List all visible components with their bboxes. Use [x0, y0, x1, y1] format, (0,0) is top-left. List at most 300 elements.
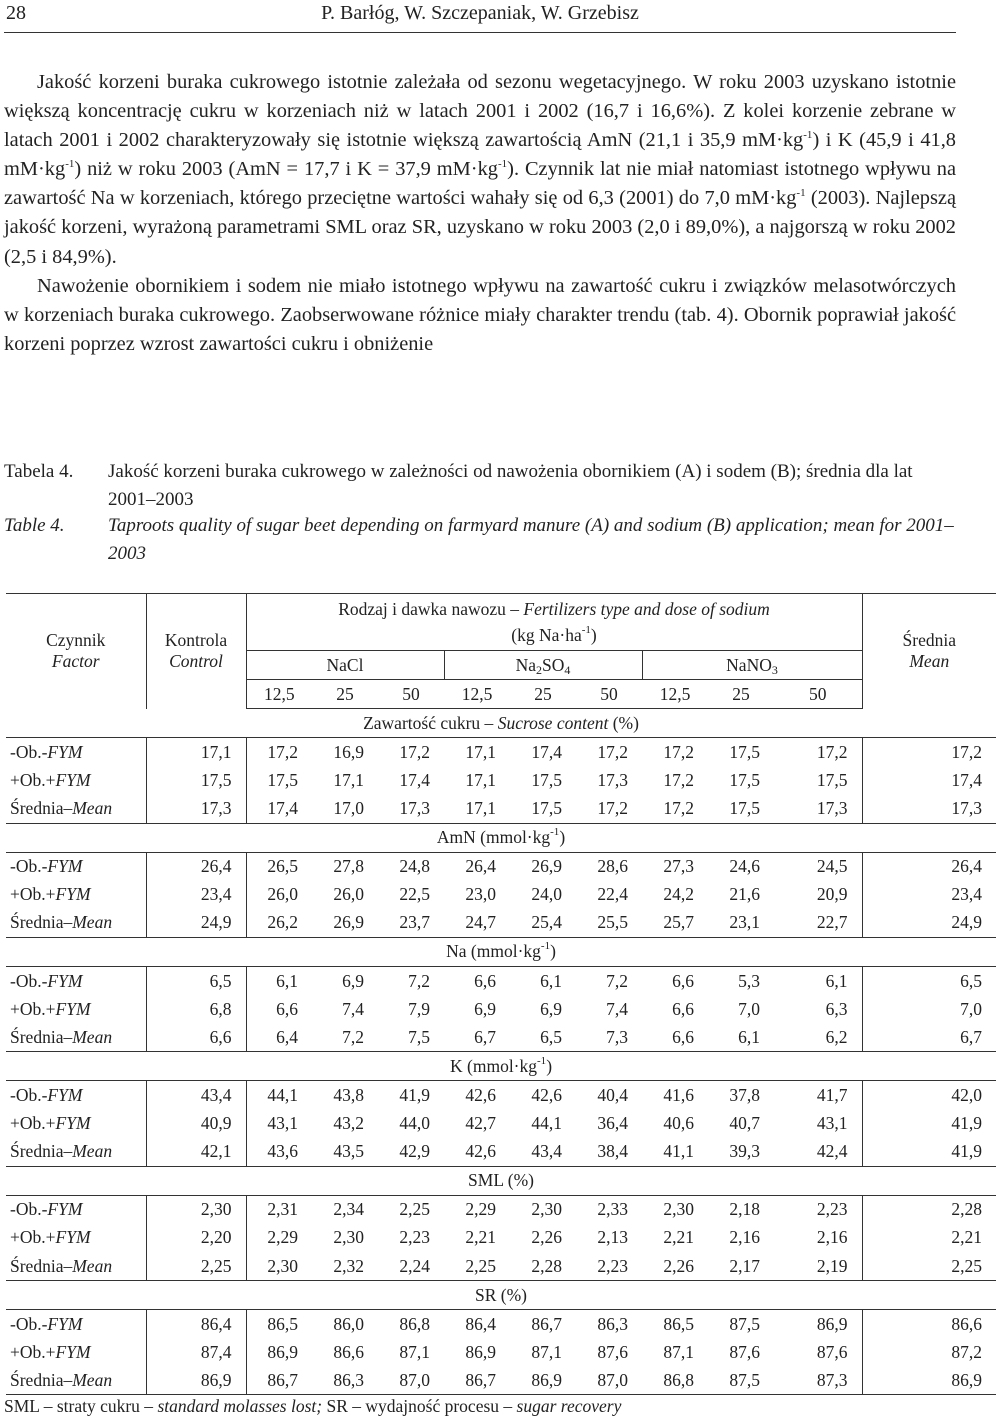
cell-value: 6,9 [342, 970, 364, 991]
section-title-unit: ) [559, 827, 566, 848]
cell-value: 7,2 [312, 1023, 378, 1052]
cell-value: 87,1 [663, 1341, 694, 1362]
cell-value: 6,6 [672, 970, 694, 991]
cell-value: 2,24 [378, 1252, 444, 1281]
section-title [6, 709, 996, 738]
row-factor-pl: +Ob.+ [10, 769, 56, 790]
cell-value: 27,3 [663, 856, 694, 877]
cell-value: 7,0 [738, 998, 760, 1019]
section-header-row [6, 823, 996, 852]
formula-part: Na [515, 654, 537, 675]
superscript: -1 [581, 624, 591, 636]
header-nacl: NaCl [246, 651, 444, 680]
section-header-row [6, 709, 996, 738]
cell-value: 17,3 [378, 794, 444, 823]
cell-value: 42,6 [444, 1138, 510, 1167]
cell-value: 41,7 [816, 1084, 848, 1105]
row-control-value: 2,20 [146, 1224, 246, 1252]
cell-value: 6,2 [774, 1023, 862, 1052]
header-control [146, 594, 246, 709]
cell-value: 86,9 [510, 1366, 576, 1395]
row-factor [6, 794, 146, 823]
cell-value: 6,7 [444, 1023, 510, 1052]
row-factor-pl: +Ob.+ [10, 1113, 56, 1134]
cell-value: 28,6 [597, 856, 628, 877]
row-control-value: 17,3 [146, 794, 246, 823]
row-factor [6, 967, 146, 996]
cell-value: 26,0 [267, 884, 298, 905]
cell-value: 2,21 [663, 1227, 694, 1248]
cell-value: 38,4 [576, 1138, 642, 1167]
cell-value: 6,3 [825, 998, 848, 1019]
cell-value: 2,29 [465, 1199, 496, 1220]
cell-value: 6,1 [708, 1023, 774, 1052]
row-mean-value: 17,3 [862, 794, 996, 823]
row-factor [6, 1110, 146, 1138]
header-factor-pl: Czynnik [46, 630, 106, 651]
cell-value: 17,4 [246, 794, 312, 823]
cell-value: 27,8 [333, 856, 364, 877]
cell-value: 42,6 [465, 1084, 496, 1105]
row-factor-pl: -Ob.- [10, 970, 48, 991]
cell-value: 17,3 [774, 794, 862, 823]
table-row [6, 995, 996, 1023]
cell-value: 6,1 [276, 970, 298, 991]
row-control-value: 24,9 [146, 909, 246, 938]
cell-value: 86,4 [465, 1313, 496, 1334]
table-row [6, 852, 996, 881]
cell-value: 42,4 [774, 1138, 862, 1167]
cell-value: 6,5 [510, 1023, 576, 1052]
header-fertilizer-en: Fertilizers type and dose of sodium [523, 599, 770, 619]
cell-value: 43,5 [312, 1138, 378, 1167]
cell-value: 24,5 [816, 856, 848, 877]
header-dose: 25 [510, 680, 576, 709]
table-caption-text-en: Taproots quality of sugar beet depending on farmyard manure (A) and sodium (B) application; mean for 2001–2003 [108, 515, 954, 564]
cell-value: 87,5 [708, 1366, 774, 1395]
cell-value: 26,5 [267, 856, 298, 877]
cell-value: 7,2 [606, 970, 628, 991]
table-footnote [4, 1396, 621, 1417]
cell-value: 6,6 [642, 1023, 708, 1052]
cell-value: 6,9 [540, 998, 562, 1019]
cell-value: 16,9 [333, 741, 364, 762]
cell-value: 7,4 [606, 998, 628, 1019]
table-row [6, 1366, 996, 1395]
cell-value: 37,8 [729, 1084, 760, 1105]
cell-value: 17,1 [444, 794, 510, 823]
text-run: Jakość korzeni buraka cukrowego istotnie zależała od sezonu wegetacyjnego. W roku 2003 uzyskano istotnie większą koncentrację cukru w korzeniach niż w latach 2001 i 2002 (16,7 i 16,6%). Z kolei korzenie zebrane w latach 2001 i 2002 charakteryzowały się istotnie większą zawartością AmN (21,1 i 35,9 mM·kg [4, 71, 956, 152]
row-mean-value: 17,4 [862, 766, 996, 794]
table-row [6, 1195, 996, 1224]
row-control-value: 2,25 [146, 1252, 246, 1281]
section-title-text: SR (%) [475, 1284, 528, 1305]
table-row [6, 1110, 996, 1138]
cell-value: 6,9 [474, 998, 496, 1019]
cell-value: 86,0 [333, 1313, 364, 1334]
table-row [6, 766, 996, 794]
cell-value: 41,1 [642, 1138, 708, 1167]
row-factor-pl: +Ob.+ [10, 884, 56, 905]
cell-value: 25,4 [510, 909, 576, 938]
row-factor-pl: -Ob.- [10, 1084, 48, 1105]
cell-value: 2,30 [531, 1199, 562, 1220]
cell-value: 6,6 [672, 998, 694, 1019]
row-factor-en: FYM [47, 741, 83, 762]
row-factor [6, 1081, 146, 1110]
cell-value: 17,5 [510, 794, 576, 823]
header-mean [862, 594, 996, 709]
table-row [6, 1338, 996, 1366]
cell-value: 23,0 [465, 884, 496, 905]
table-row [6, 1224, 996, 1252]
cell-value: 17,1 [465, 769, 496, 790]
cell-value: 2,25 [399, 1199, 430, 1220]
header-dose: 12,5 [642, 680, 708, 709]
superscript: -1 [540, 940, 551, 953]
row-control-value: 26,4 [146, 852, 246, 881]
row-factor-pl: -Ob.- [10, 1313, 48, 1334]
header-dose: 50 [774, 680, 862, 709]
section-title [6, 1166, 996, 1195]
header-mean-en: Mean [909, 651, 950, 672]
cell-value: 24,2 [663, 884, 694, 905]
cell-value: 2,32 [312, 1252, 378, 1281]
row-factor [6, 1224, 146, 1252]
section-header-row [6, 1281, 996, 1310]
cell-value: 44,1 [267, 1084, 298, 1105]
cell-value: 2,13 [597, 1227, 628, 1248]
cell-value: 17,2 [576, 794, 642, 823]
row-control-value: 17,1 [146, 738, 246, 767]
subscript: 3 [771, 662, 778, 677]
cell-value: 86,9 [267, 1341, 298, 1362]
header-dose: 12,5 [444, 680, 510, 709]
cell-value: 87,6 [729, 1341, 760, 1362]
cell-value: 17,5 [267, 769, 298, 790]
row-factor [6, 881, 146, 909]
paragraph-results-fertilization: Nawożenie obornikiem i sodem nie miało istotnego wpływu na zawartość cukru i związków melasotwórczych w korzeniach buraka cukrowego. Zaobserwowane różnice miały charakter trendu (tab. 4). Obornik poprawiał jakość korzeni poprzez wzrost zawartości cukru i obniżenie [4, 274, 956, 355]
cell-value: 17,5 [729, 769, 760, 790]
cell-value: 26,4 [465, 856, 496, 877]
text-run: ). Czynnik lat nie miał natomiast istotnego wpływu na zawartość Na w korzeniach, którego przeciętne wartości wahały się od 6,3 (2001) do 7,0 mM·kg [4, 158, 956, 210]
section-title [6, 937, 996, 966]
running-header [4, 0, 956, 33]
row-factor [6, 995, 146, 1023]
row-factor [6, 1252, 146, 1281]
cell-value: 2,33 [597, 1199, 628, 1220]
running-header-authors: P. Barłóg, W. Szczepaniak, W. Grzebisz [321, 2, 639, 24]
table-row [6, 967, 996, 996]
row-factor-en: FYM [47, 1199, 83, 1220]
row-control-value: 86,9 [146, 1366, 246, 1395]
table-row [6, 1023, 996, 1052]
row-control-value: 23,4 [146, 881, 246, 909]
section-header-row [6, 1052, 996, 1081]
cell-value: 6,4 [246, 1023, 312, 1052]
subscript: 2 [536, 662, 543, 677]
table-label-en: Table 4. [4, 515, 65, 536]
row-control-value: 6,8 [146, 995, 246, 1023]
row-control-value: 40,9 [146, 1110, 246, 1138]
row-factor-pl: Średnia– [10, 1026, 73, 1047]
cell-value: 17,2 [663, 769, 694, 790]
header-control-pl: Kontrola [164, 630, 228, 651]
row-factor-en: FYM [55, 998, 91, 1019]
table-row [6, 738, 996, 767]
row-factor-en: FYM [55, 769, 91, 790]
cell-value: 86,5 [663, 1313, 694, 1334]
cell-value: 17,4 [399, 769, 430, 790]
cell-value: 43,2 [333, 1113, 364, 1134]
section-title-text: SML (%) [468, 1170, 534, 1191]
row-factor [6, 1023, 146, 1052]
table-row [6, 1138, 996, 1167]
row-factor-pl: Średnia– [10, 1141, 73, 1162]
cell-value: 40,6 [663, 1113, 694, 1134]
cell-value: 17,2 [267, 741, 298, 762]
section-title-text: K (mmol·kg [450, 1055, 538, 1076]
cell-value: 26,9 [531, 856, 562, 877]
cell-value: 22,4 [597, 884, 628, 905]
table-row [6, 1081, 996, 1110]
body-text [4, 68, 956, 359]
cell-value: 41,6 [663, 1084, 694, 1105]
cell-value: 6,6 [474, 970, 496, 991]
cell-value: 39,3 [708, 1138, 774, 1167]
cell-value: 17,2 [399, 741, 430, 762]
cell-value: 43,1 [267, 1113, 298, 1134]
row-factor [6, 1195, 146, 1224]
cell-value: 23,7 [378, 909, 444, 938]
superscript: -1 [65, 158, 75, 171]
row-mean-value: 23,4 [862, 881, 996, 909]
row-factor-en: FYM [47, 1084, 83, 1105]
row-factor [6, 1366, 146, 1395]
row-mean-value: 42,0 [862, 1081, 996, 1110]
cell-value: 86,7 [444, 1366, 510, 1395]
cell-value: 2,30 [333, 1227, 364, 1248]
table-row [6, 1252, 996, 1281]
cell-value: 7,5 [378, 1023, 444, 1052]
footnote-sr-en: sugar recovery [516, 1396, 622, 1416]
section-title [6, 1052, 996, 1081]
cell-value: 6,1 [825, 970, 848, 991]
cell-value: 20,9 [816, 884, 848, 905]
cell-value: 2,26 [642, 1252, 708, 1281]
cell-value: 2,28 [510, 1252, 576, 1281]
cell-value: 17,1 [465, 741, 496, 762]
cell-value: 17,1 [333, 769, 364, 790]
header-nano3 [642, 651, 862, 680]
data-table [6, 593, 996, 1395]
section-title [6, 1281, 996, 1310]
superscript: -1 [796, 187, 806, 200]
row-factor-pl: -Ob.- [10, 741, 48, 762]
row-factor-pl: +Ob.+ [10, 998, 56, 1019]
cell-value: 87,3 [774, 1366, 862, 1395]
cell-value: 2,23 [399, 1227, 430, 1248]
cell-value: 7,4 [342, 998, 364, 1019]
header-fertilizer-pl: Rodzaj i dawka nawozu – [338, 599, 524, 619]
header-fertilizer [246, 594, 862, 651]
header-fertilizer-unit: (kg Na·ha [511, 625, 582, 645]
section-title-unit: ) [550, 941, 556, 962]
cell-value: 17,5 [531, 769, 562, 790]
section-header-row [6, 937, 996, 966]
cell-value: 2,31 [267, 1199, 298, 1220]
cell-value: 21,6 [729, 884, 760, 905]
cell-value: 43,8 [333, 1084, 364, 1105]
cell-value: 2,16 [816, 1227, 848, 1248]
row-mean-value: 41,9 [862, 1138, 996, 1167]
cell-value: 43,1 [816, 1113, 848, 1134]
cell-value: 5,3 [738, 970, 760, 991]
cell-value: 25,7 [642, 909, 708, 938]
cell-value: 40,7 [729, 1113, 760, 1134]
text-run: (2003). Najlepszą jakość korzeni, wyrażoną parametrami SML oraz SR, uzyskano w roku 2003 (2,0 i 89,0%), a najgorszą w roku 2002 (2,5 i 84,9%). [4, 187, 956, 268]
row-mean-value: 2,25 [862, 1252, 996, 1281]
cell-value: 2,16 [729, 1227, 760, 1248]
cell-value: 7,2 [408, 970, 430, 991]
row-factor [6, 766, 146, 794]
row-factor [6, 852, 146, 881]
row-factor-en: FYM [55, 1227, 91, 1248]
row-factor-pl: +Ob.+ [10, 1341, 56, 1362]
section-title [6, 823, 996, 852]
row-mean-value: 17,2 [862, 738, 996, 767]
row-mean-value: 2,21 [862, 1224, 996, 1252]
row-factor [6, 1338, 146, 1366]
row-mean-value: 6,5 [862, 967, 996, 996]
footnote-sr-pl: SR – wydajność procesu – [322, 1396, 517, 1416]
cell-value: 6,6 [276, 998, 298, 1019]
cell-value: 86,6 [333, 1341, 364, 1362]
formula-part: NaNO [726, 654, 772, 675]
row-mean-value: 2,28 [862, 1195, 996, 1224]
row-control-value: 87,4 [146, 1338, 246, 1366]
cell-value: 86,9 [816, 1313, 848, 1334]
row-factor-pl: Średnia– [10, 912, 73, 933]
section-title-unit: ) [546, 1055, 553, 1076]
cell-value: 2,17 [708, 1252, 774, 1281]
cell-value: 87,6 [597, 1341, 628, 1362]
cell-value: 6,1 [540, 970, 562, 991]
row-factor-pl: Średnia– [10, 1369, 73, 1390]
cell-value: 24,0 [531, 884, 562, 905]
cell-value: 24,7 [444, 909, 510, 938]
cell-value: 87,6 [816, 1341, 848, 1362]
cell-value: 26,9 [312, 909, 378, 938]
cell-value: 7,9 [408, 998, 430, 1019]
superscript: -1 [803, 129, 813, 142]
row-factor-en: FYM [55, 1113, 91, 1134]
formula-part: SO [542, 654, 565, 675]
cell-value: 44,0 [399, 1113, 430, 1134]
section-header-row [6, 1166, 996, 1195]
row-factor-pl: +Ob.+ [10, 1227, 56, 1248]
row-control-value: 2,30 [146, 1195, 246, 1224]
cell-value: 40,4 [597, 1084, 628, 1105]
cell-value: 17,5 [708, 794, 774, 823]
cell-value: 25,5 [576, 909, 642, 938]
cell-value: 86,8 [642, 1366, 708, 1395]
table-row [6, 881, 996, 909]
cell-value: 2,26 [531, 1227, 562, 1248]
cell-value: 87,5 [729, 1313, 760, 1334]
text-run: ) i K (45,9 i 41,8 mM·kg [4, 129, 957, 181]
header-dose: 50 [378, 680, 444, 709]
cell-value: 22,5 [399, 884, 430, 905]
cell-value: 2,21 [465, 1227, 496, 1248]
cell-value: 17,4 [531, 741, 562, 762]
row-factor-en: Mean [72, 1141, 113, 1162]
cell-value: 86,7 [531, 1313, 562, 1334]
table-row [6, 794, 996, 823]
row-factor-pl: -Ob.- [10, 1199, 48, 1220]
cell-value: 86,5 [267, 1313, 298, 1334]
row-control-value: 17,5 [146, 766, 246, 794]
cell-value: 2,34 [333, 1199, 364, 1220]
section-title-unit: (%) [608, 712, 639, 733]
cell-value: 17,5 [816, 769, 848, 790]
footnote-sml-pl: SML – straty cukru – [4, 1396, 158, 1416]
row-factor [6, 738, 146, 767]
cell-value: 86,7 [246, 1366, 312, 1395]
cell-value: 2,18 [729, 1199, 760, 1220]
cell-value: 86,8 [399, 1313, 430, 1334]
subscript: 4 [564, 662, 571, 677]
cell-value: 2,23 [576, 1252, 642, 1281]
row-factor-en: FYM [47, 856, 83, 877]
cell-value: 86,3 [312, 1366, 378, 1395]
cell-value: 87,0 [378, 1366, 444, 1395]
row-control-value: 6,5 [146, 967, 246, 996]
row-factor-en: FYM [47, 970, 83, 991]
cell-value: 87,1 [399, 1341, 430, 1362]
header-factor-en: Factor [51, 651, 100, 672]
row-mean-value: 24,9 [862, 909, 996, 938]
row-mean-value: 6,7 [862, 1023, 996, 1052]
row-factor-en: Mean [72, 798, 113, 819]
row-factor-en: FYM [55, 884, 91, 905]
cell-value: 2,30 [246, 1252, 312, 1281]
cell-value: 43,6 [246, 1138, 312, 1167]
row-factor-en: FYM [55, 1341, 91, 1362]
row-control-value: 6,6 [146, 1023, 246, 1052]
row-mean-value: 87,2 [862, 1338, 996, 1366]
cell-value: 17,3 [597, 769, 628, 790]
footnote-sml-en: standard molasses lost; [157, 1396, 323, 1416]
cell-value: 24,6 [729, 856, 760, 877]
row-mean-value: 41,9 [862, 1110, 996, 1138]
row-mean-value: 86,6 [862, 1310, 996, 1339]
header-dose: 50 [576, 680, 642, 709]
cell-value: 7,3 [576, 1023, 642, 1052]
superscript: -1 [550, 826, 560, 839]
row-mean-value: 7,0 [862, 995, 996, 1023]
paragraph-results-season [4, 68, 956, 272]
table-caption-text-pl: Jakość korzeni buraka cukrowego w zależności od nawożenia obornikiem (A) i sodem (B); średnia dla lat 2001–2003 [108, 461, 913, 510]
row-factor-pl: -Ob.- [10, 856, 48, 877]
cell-value: 22,7 [774, 909, 862, 938]
cell-value: 26,2 [246, 909, 312, 938]
page-number: 28 [6, 2, 26, 24]
cell-value: 17,2 [597, 741, 628, 762]
table-label-pl: Tabela 4. [4, 461, 74, 482]
header-dose: 12,5 [246, 680, 312, 709]
row-control-value: 43,4 [146, 1081, 246, 1110]
